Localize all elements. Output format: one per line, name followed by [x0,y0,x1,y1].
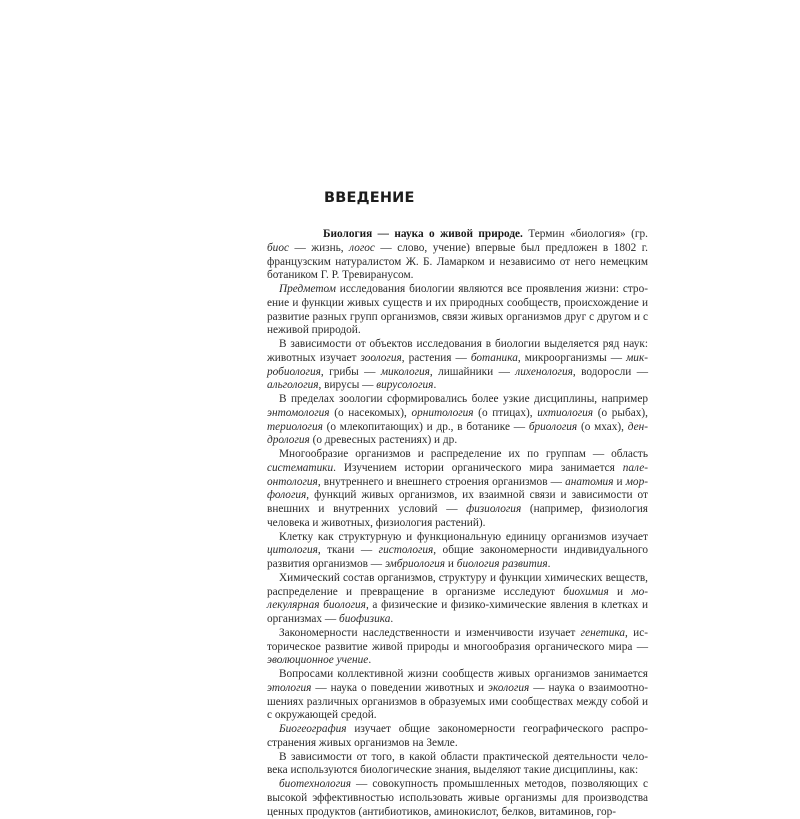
body-text [267,228,648,819]
italic-term: гистология [378,544,434,557]
italic-term: палеонтология [267,461,648,488]
text-run: — слово, учение) впервые был предложен в 1802 г. французским натуралистом Ж. Б. Ламарком и независимо от него немецким ботаником Г. Р. Тревиранусом. [267,241,648,282]
paragraph-sciences [267,338,648,393]
paragraph-subject [267,283,648,338]
text-run: — наука о поведении животных и [311,681,489,694]
italic-term: эмбриология [384,558,446,570]
text-run: . [368,654,372,667]
italic-term: Предметом [279,283,336,295]
text-run: , функций живых организмов, их взаимной связи и зависимости от внешних и внутренних условий — [267,489,648,515]
italic-term: цитология [267,544,318,557]
text-run: (о млекопитающих) и др., в ботанике — [322,420,529,433]
text-run: Вопросами коллективной жизни сообществ живых организмов занимается [279,668,648,680]
text-run: , ткани — [317,544,379,557]
text-run: изучает общие закономерности географического распространения живых организмов на Земле. [267,723,648,749]
text-run: (о древесных растениях) и др. [309,434,458,447]
italic-term: микология [380,365,430,378]
text-run: (о рыбах), [593,406,648,419]
text-run: — наука о взаимоотношениях различных организмов в образуемых ими сообществах между собой и с окружающей средой. [267,681,649,722]
chapter-heading: ВВЕДЕНИЕ [324,190,415,206]
text-run: , общие закономерности индивидуального развития организмов — [267,544,648,570]
text-run: Клетку как структурную и функциональную единицу организмов изучает [279,530,648,543]
text-run: . [390,613,394,625]
text-run: Закономерности наследственности и изменчивости изучает [279,626,581,639]
italic-term: дендрология [267,420,649,447]
italic-term: морфология [267,475,648,502]
text-run: В зависимости от того, в какой области практической деятельности человека используются биологические знания, выделяют такие дисциплины, как: [267,750,648,777]
italic-term: анатомия [565,475,614,488]
italic-term: молекулярная биология [267,585,648,612]
text-run: , микроорганизмы — [517,351,627,364]
italic-term: ботаника [470,351,518,364]
italic-term: этология [267,681,312,694]
text-run: , историческое развитие живой природы и многообразия органического мира — [267,626,648,653]
italic-term: ихтиология [537,406,594,419]
italic-term: логос [349,241,375,254]
text-run: , грибы — [320,365,381,378]
text-run: , водоросли — [572,365,648,378]
italic-term: биофизика [339,613,391,625]
bold-term: Биология — наука о живой природе. [323,228,523,240]
paragraph-intro [267,228,648,283]
text-run: Химический состав организмов, структуру и функции химических веществ, распределение и превращение в организме исследуют [267,571,648,598]
text-run: (например, физиология человека и животных, физиология растений). [267,503,648,529]
text-run: В пределах зоологии сформировались более узкие дисциплины, например [279,393,648,405]
text-run: , вирусы — [318,379,377,392]
paragraph-diversity [267,448,648,531]
paragraph-zoology [267,393,648,448]
text-run: — совокупность промышленных методов, позволяющих с высокой эффективностью использовать живые организмы для производства ценных продуктов (антибиотиков, аминокислот, белков, витаминов, гор- [267,778,648,818]
text-run: . Изучением истории органического мира занимается [333,461,623,474]
text-run: Многообразие организмов и распределение их по группам — область [279,448,648,460]
italic-term: териология [267,420,323,433]
italic-term: биос [267,241,289,254]
italic-term: биохимия [563,585,609,598]
italic-term: генетика [580,626,626,639]
text-run: , а физические и физико-химические явления в клетках и организмах — [267,599,648,625]
text-run: , растения — [401,351,471,364]
text-run: . [433,379,437,392]
italic-term: бриология [528,420,578,433]
italic-term: орнитология [411,406,474,419]
italic-term: альгология [267,379,319,392]
paragraph-cell [267,531,648,572]
text-run: — жизнь, [289,241,350,254]
text-run: Термин «биология» (гр. [522,228,649,240]
paragraph-biogeography [267,723,648,751]
text-run: и [608,585,632,598]
text-run: , лишайники — [429,365,516,378]
paragraph-practical [267,751,648,779]
text-run: и [613,475,626,488]
italic-term: экология [488,681,530,694]
italic-term: лихенология [515,365,573,378]
text-run: (о насекомых), [329,406,412,419]
text-run: , внутреннего и внешнего строения организмов — [317,475,566,488]
paragraph-ecology [267,668,648,723]
text-run: и [445,558,457,570]
text-run: исследования биологии являются все проявления жизни: строение и функции живых существ и их природных сообществ, происхождение и развитие разных групп организмов, связи живых организмов друг с другом и с неживой природой. [267,283,648,337]
paragraph-genetics [267,627,648,668]
italic-term: физиология [466,503,522,515]
text-run: (о мхах), [577,420,628,433]
italic-term: эволюционное учение [267,654,369,667]
italic-term: микробиология [267,351,649,378]
paragraph-biotech [267,778,648,819]
text-run: (о птицах), [473,406,538,419]
italic-term: систематики [267,461,334,474]
italic-term: биотехнология [279,778,352,790]
italic-term: вирусология [376,379,434,392]
text-run: . [547,558,551,570]
text-run: В зависимости от объектов исследования в биологии выделяется ряд наук: животных изучает [267,338,648,364]
italic-term: зоология [360,351,402,364]
italic-term: биология развития [456,558,548,570]
paragraph-chemistry [267,572,648,627]
italic-term: Биогеография [279,723,347,735]
italic-term: энтомология [267,406,330,419]
